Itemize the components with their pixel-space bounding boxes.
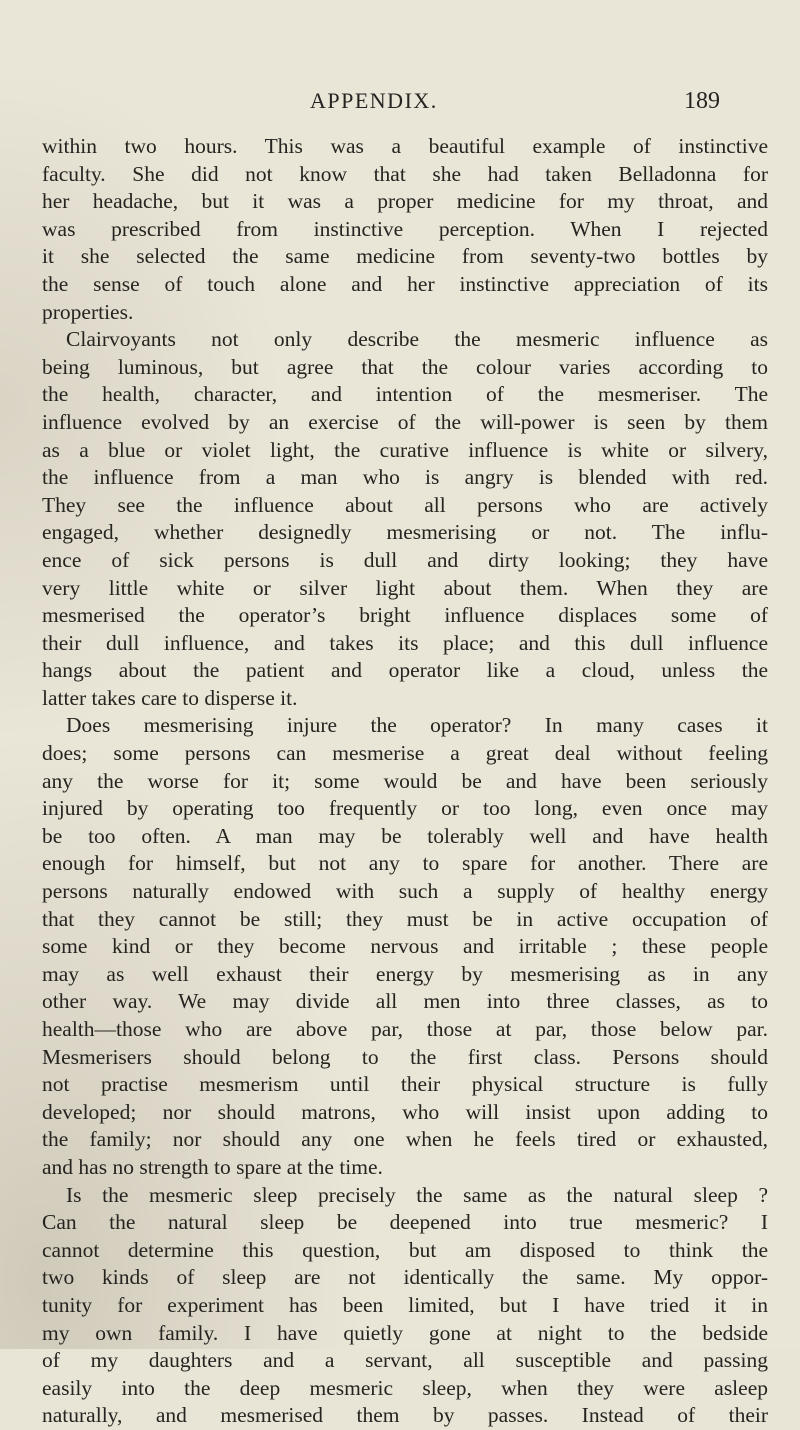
text-line: Does mesmerising injure the operator? In many cases it [66,713,768,738]
text-line: naturally, and mesmerised them by passes. Instead of their [42,1403,768,1428]
page-header [310,88,720,128]
text-line: the influence from a man who is angry is blended with red. [42,465,768,490]
text-line: does; some persons can mesmerise a great deal without feeling [42,741,768,766]
text-line: very little white or silver light about them. When they are [42,575,768,600]
text-line: being luminous, but agree that the colour varies according to [42,354,768,379]
text-line: the sense of touch alone and her instinctive appreciation of its [42,271,768,296]
text-line: injured by operating too frequently or too long, even once may [42,796,768,821]
text-line: mesmerised the operator’s bright influence displaces some of [42,603,768,628]
text-line: as a blue or violet light, the curative influence is white or silvery, [42,437,768,462]
text-line: that they cannot be still; they must be in active occupation of [42,906,768,931]
text-line: Mesmerisers should belong to the first class. Persons should [42,1044,768,1069]
text-line: Clairvoyants not only describe the mesmeric influence as [66,327,768,352]
text-line: faculty. She did not know that she had taken Belladonna for [42,161,768,186]
text-line: properties. [42,299,134,324]
text-line: the health, character, and intention of the mesmeriser. The [42,382,768,407]
page-number: 189 [684,88,720,114]
text-line: other way. We may divide all men into three classes, as to [42,989,768,1014]
text-line: was prescribed from instinctive perception. When I rejected [42,216,768,241]
text-line: Can the natural sleep be deepened into true mesmeric? I [42,1210,768,1235]
text-line: two kinds of sleep are not identically the same. My oppor- [42,1265,768,1290]
text-line: enough for himself, but not any to spare for another. There are [42,851,768,876]
text-line: health—those who are above par, those at par, those below par. [42,1017,768,1041]
text-line: my own family. I have quietly gone at night to the bedside [42,1320,768,1345]
text-line: ence of sick persons is dull and dirty looking; they have [42,547,768,572]
text-line: some kind or they become nervous and irritable ; these people [42,934,768,959]
text-line: not practise mesmerism until their physical structure is fully [42,1072,768,1097]
body-text [42,133,768,1430]
text-line: their dull influence, and takes its place; and this dull influence [42,630,768,655]
text-line: her headache, but it was a proper medicine for my throat, and [42,189,768,214]
text-line: it she selected the same medicine from seventy-two bottles by [42,244,768,269]
text-line: be too often. A man may be tolerably well and have health [42,823,768,848]
text-line: cannot determine this question, but am disposed to think the [42,1237,768,1262]
paragraph [42,326,768,712]
paragraph [42,133,768,326]
text-line: may as well exhaust their energy by mesmerising as in any [42,961,768,986]
text-line: latter takes care to disperse it. [42,685,298,710]
text-line: easily into the deep mesmeric sleep, when they were asleep [42,1375,768,1400]
paragraph [42,1182,768,1430]
text-line: engaged, whether designedly mesmerising or not. The influ- [42,520,768,545]
text-line: the family; nor should any one when he feels tired or exhausted, [42,1127,768,1152]
running-head: APPENDIX. [310,88,438,113]
text-line: persons naturally endowed with such a supply of healthy energy [42,879,768,904]
text-line: Is the mesmeric sleep precisely the same as the natural sleep ? [66,1182,768,1207]
text-line: within two hours. This was a beautiful example of instinctive [42,134,768,158]
text-line: influence evolved by an exercise of the will-power is seen by them [42,409,768,434]
text-line: of my daughters and a servant, all susceptible and passing [42,1348,768,1373]
text-line: developed; nor should matrons, who will insist upon adding to [42,1099,768,1124]
paragraph [42,712,768,1181]
text-line: and has no strength to spare at the time. [42,1154,383,1179]
text-line: hangs about the patient and operator like a cloud, unless the [42,658,768,683]
text-line: They see the influence about all persons who are actively [42,492,768,517]
text-line: tunity for experiment has been limited, but I have tried it in [42,1292,768,1317]
text-line: any the worse for it; some would be and have been seriously [42,768,768,793]
